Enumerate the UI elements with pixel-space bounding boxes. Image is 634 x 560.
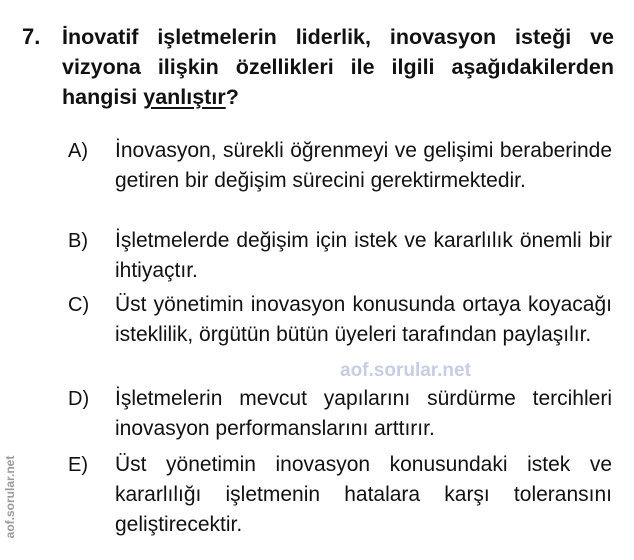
question-stem-text: İnovatif işletmelerin liderlik, inovasyon isteği ve vizyona ilişkin özellikleri ile ilgili aşağıdakilerden hangisi — [62, 25, 614, 109]
option-text: İşletmelerde değişim için istek ve kararlılık önemli bir ihtiyaçtır. — [115, 229, 612, 282]
option-letter: E) — [68, 454, 88, 476]
question-number: 7. — [22, 24, 41, 49]
option-letter: B) — [68, 230, 88, 252]
option-letter: C) — [68, 294, 90, 316]
question-stem-end: ? — [225, 85, 239, 109]
option-text: Üst yönetimin inovasyon konusundaki istek ve kararlılığı işletmenin hatalara karşı toleransını geliştirecektir. — [115, 453, 612, 536]
watermark-center: aof.sorular.net — [340, 360, 471, 381]
option-text: Üst yönetimin inovasyon konusunda ortaya koyacağı isteklilik, örgütün bütün üyeleri tarafından paylaşılır. — [115, 293, 612, 346]
question-stem-emphasis: yanlıştır — [143, 85, 226, 109]
question-stem — [62, 22, 614, 112]
option-letter: A) — [68, 140, 88, 162]
watermark-side: aof.sorular.net — [3, 455, 17, 539]
option-letter: D) — [68, 388, 90, 410]
option-text: İşletmelerin mevcut yapılarını sürdürme tercihleri inovasyon performanslarını arttırır. — [115, 387, 612, 440]
option-text: İnovasyon, sürekli öğrenmeyi ve gelişimi beraberinde getiren bir değişim sürecini gerektirmektedir. — [115, 139, 612, 192]
